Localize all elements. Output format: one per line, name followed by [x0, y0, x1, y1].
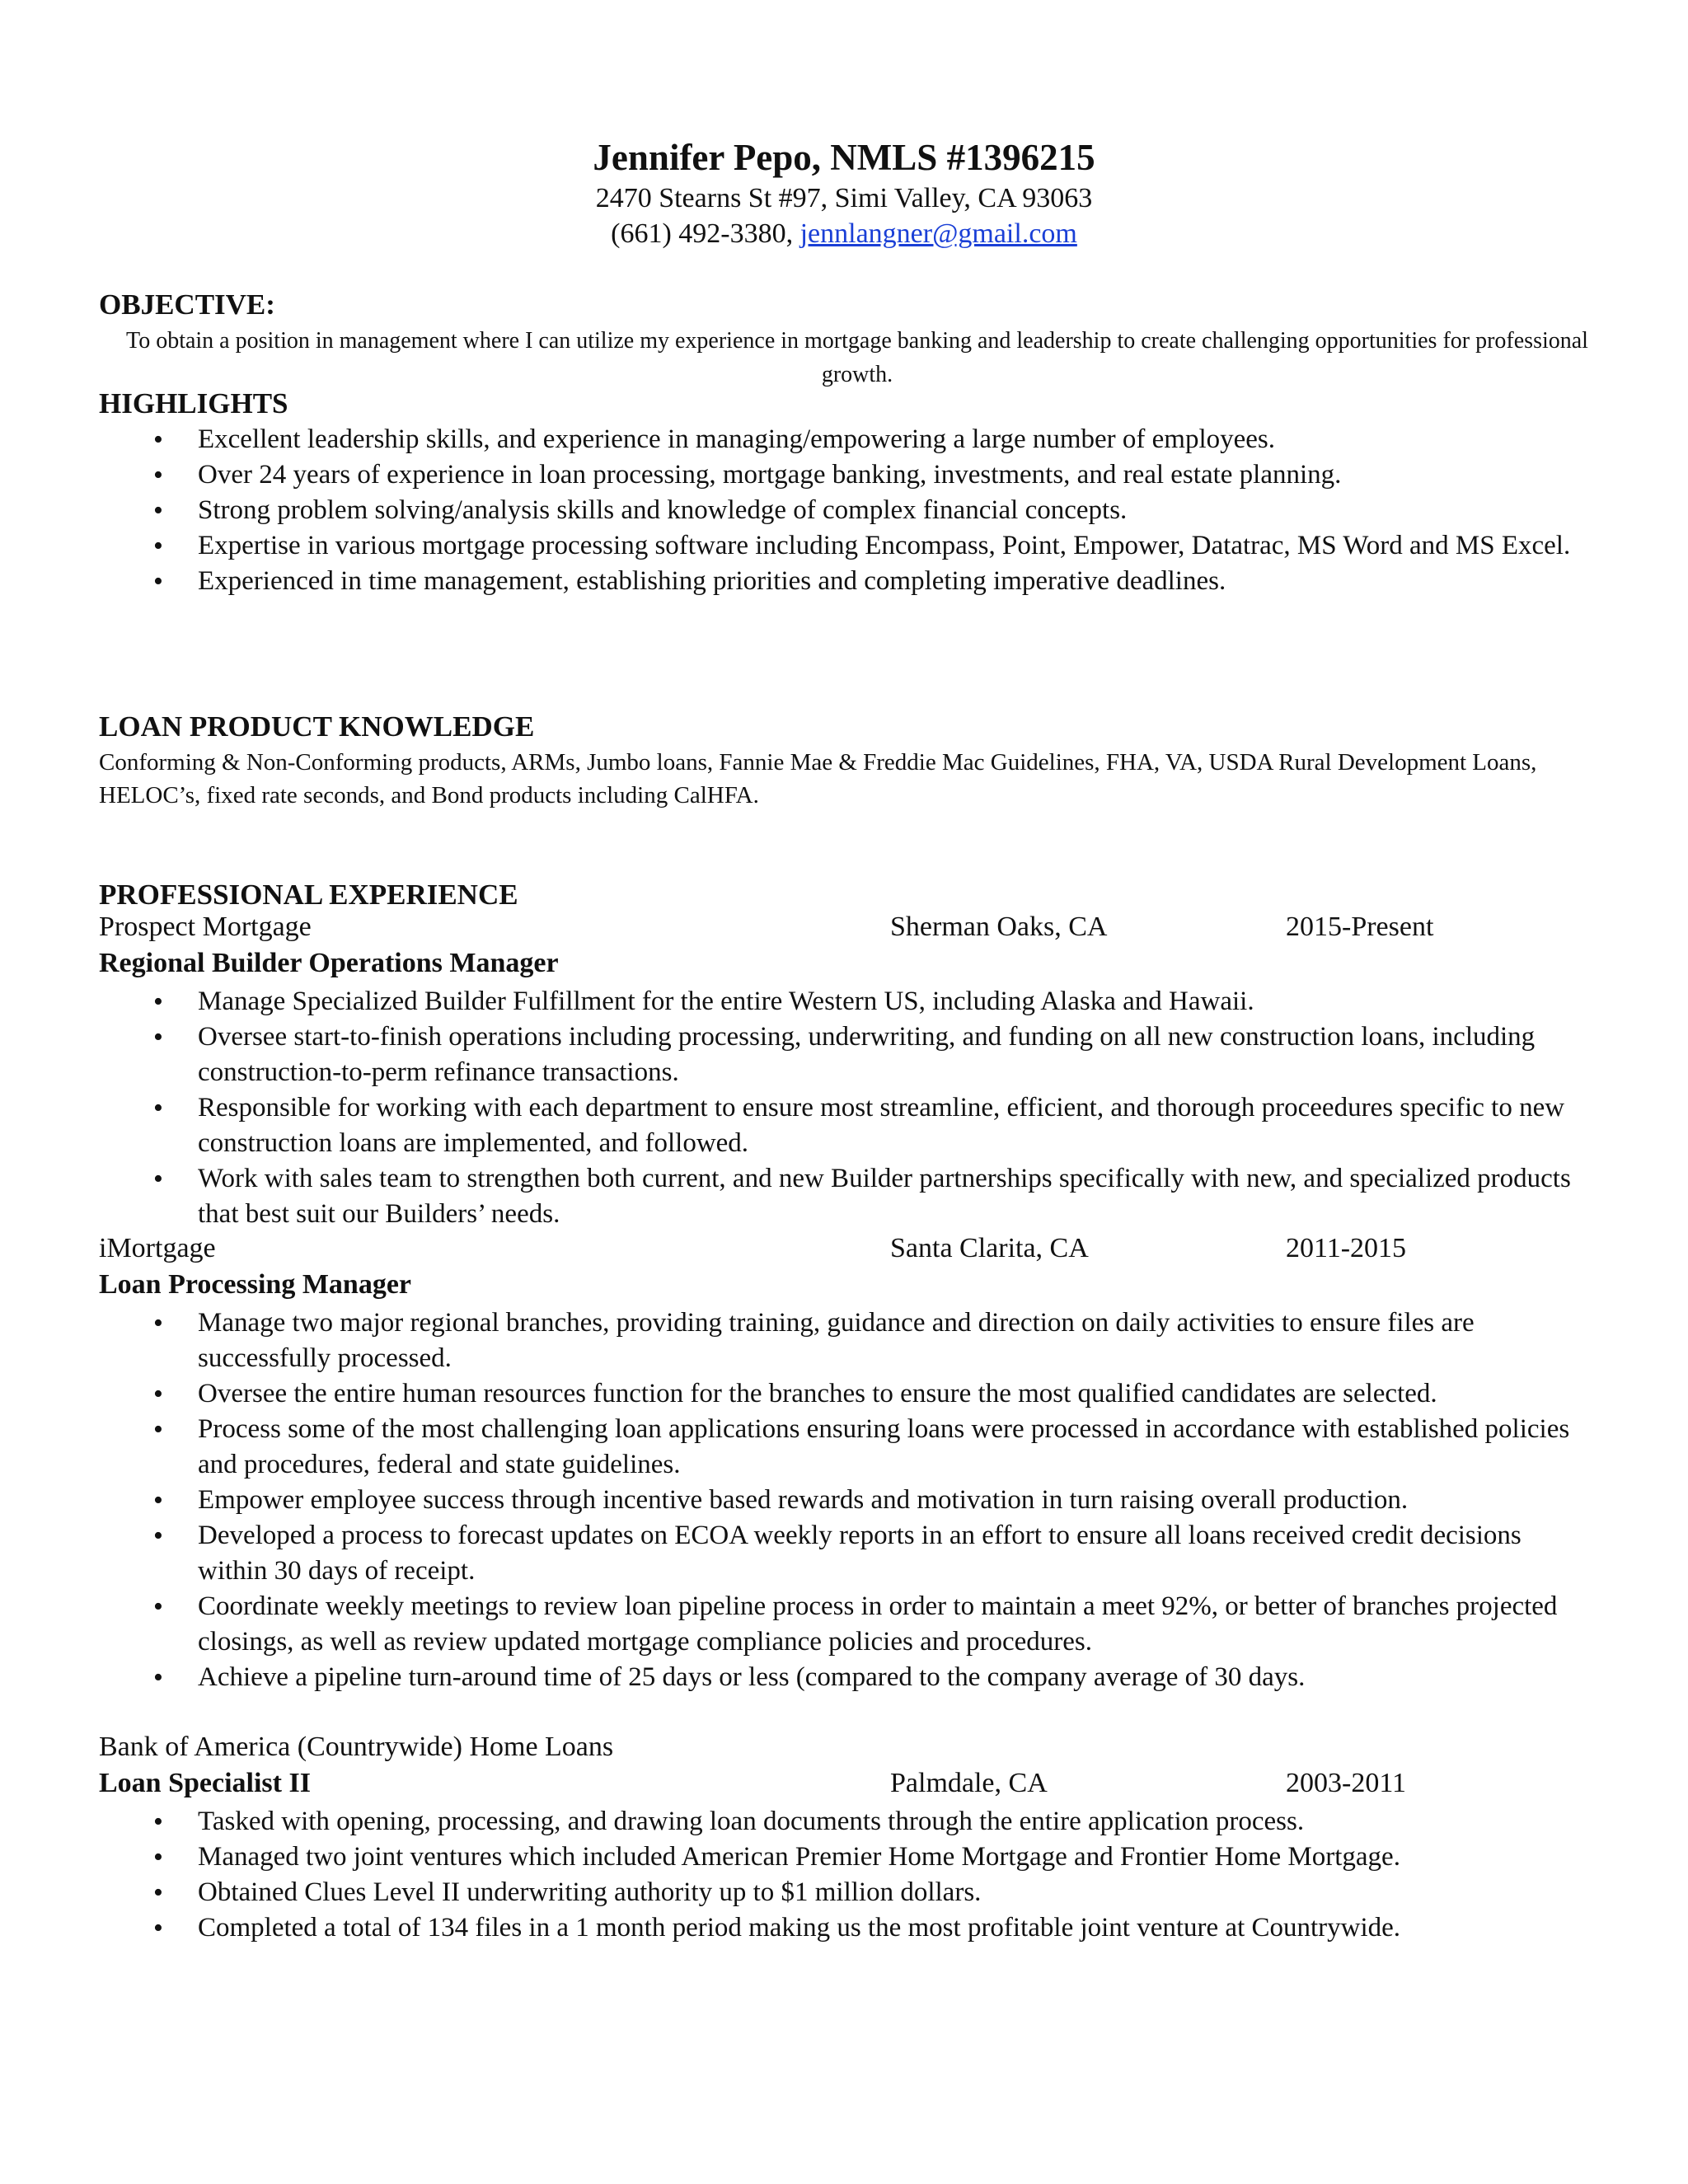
objective-heading: OBJECTIVE:	[99, 288, 275, 321]
candidate-address: 2470 Stearns St #97, Simi Valley, CA 93063	[595, 183, 1093, 213]
loan-product-heading: LOAN PRODUCT KNOWLEDGE	[99, 710, 535, 743]
list-item: • Tasked with opening, processing, and drawing loan documents through the entire application process.	[99, 1804, 1591, 1840]
list-item: • Over 24 years of experience in loan processing, mortgage banking, investments, and real estate planning.	[99, 457, 1591, 493]
email-link[interactable]: jennlangner@gmail.com	[799, 218, 1077, 249]
highlights-list	[99, 422, 1591, 599]
job-location: Santa Clarita, CA	[890, 1233, 1089, 1263]
list-item: • Process some of the most challenging loan applications ensuring loans were processed in accordance with established policies and procedures, federal and state guidelines.	[99, 1412, 1591, 1483]
company-name: Prospect Mortgage	[99, 912, 312, 942]
phone-number: (661) 492-3380,	[611, 218, 794, 249]
list-item: • Expertise in various mortgage processing software including Encompass, Point, Empower, Datatrac, MS Word and MS Excel.	[99, 528, 1591, 564]
objective-text: To obtain a position in management where I can utilize my experience in mortgage banking and leadership to create challenging opportunities for professional growth.	[126, 328, 1588, 387]
job-bullets	[99, 984, 1591, 1232]
list-item: • Empower employee success through incentive based rewards and motivation in turn raising overall production.	[99, 1483, 1591, 1518]
list-item: • Coordinate weekly meetings to review loan pipeline process in order to maintain a meet 92%, or better of branches projected closings, as well as review updated mortgage compliance policies and procedures.	[99, 1589, 1591, 1660]
list-item: • Excellent leadership skills, and experience in managing/empowering a large number of employees.	[99, 422, 1591, 457]
job-dates: 2003-2011	[1286, 1768, 1407, 1798]
list-item: • Responsible for working with each department to ensure most streamline, efficient, and thorough proceedures specific to new construction loans are implemented, and followed.	[99, 1090, 1591, 1161]
candidate-name: Jennifer Pepo, NMLS #1396215	[593, 137, 1095, 178]
highlights-heading: HIGHLIGHTS	[99, 387, 288, 419]
job-location: Sherman Oaks, CA	[890, 912, 1108, 942]
job-title: Regional Builder Operations Manager	[99, 948, 559, 978]
job-bullets	[99, 1804, 1591, 1946]
job-location: Palmdale, CA	[890, 1768, 1048, 1798]
contact-line	[0, 218, 1688, 250]
list-item: • Managed two joint ventures which included American Premier Home Mortgage and Frontier Home Mortgage.	[99, 1840, 1591, 1875]
job-dates: 2015-Present	[1286, 912, 1434, 942]
list-item: • Manage Specialized Builder Fulfillment for the entire Western US, including Alaska and Hawaii.	[99, 984, 1591, 1019]
job-title: Loan Processing Manager	[99, 1269, 412, 1300]
job-title: Loan Specialist II	[99, 1768, 311, 1798]
list-item: • Completed a total of 134 files in a 1 month period making us the most profitable joint venture at Countrywide.	[99, 1910, 1591, 1946]
list-item: • Oversee start-to-finish operations including processing, underwriting, and funding on all new construction loans, including construction-to-perm refinance transactions.	[99, 1019, 1591, 1090]
list-item: • Developed a process to forecast updates on ECOA weekly reports in an effort to ensure all loans received credit decisions within 30 days of receipt.	[99, 1518, 1591, 1589]
list-item: • Achieve a pipeline turn-around time of 25 days or less (compared to the company average of 30 days.	[99, 1660, 1591, 1695]
list-item: • Obtained Clues Level II underwriting authority up to $1 million dollars.	[99, 1875, 1591, 1910]
company-name: Bank of America (Countrywide) Home Loans	[99, 1732, 614, 1762]
job-bullets	[99, 1305, 1591, 1695]
list-item: • Experienced in time management, establishing priorities and completing imperative deadlines.	[99, 564, 1591, 599]
company-name: iMortgage	[99, 1233, 216, 1263]
loan-product-text: Conforming & Non-Conforming products, ARMs, Jumbo loans, Fannie Mae & Freddie Mac Guidelines, FHA, VA, USDA Rural Development Loans, HELOC’s, fixed rate seconds, and Bond products including CalHFA.	[99, 749, 1537, 808]
list-item: • Strong problem solving/analysis skills and knowledge of complex financial concepts.	[99, 493, 1591, 528]
list-item: • Manage two major regional branches, providing training, guidance and direction on daily activities to ensure files are successfully processed.	[99, 1305, 1591, 1376]
list-item: • Oversee the entire human resources function for the branches to ensure the most qualified candidates are selected.	[99, 1376, 1591, 1412]
job-dates: 2011-2015	[1286, 1233, 1407, 1263]
list-item: • Work with sales team to strengthen both current, and new Builder partnerships specifically with new, and specialized products that best suit our Builders’ needs.	[99, 1161, 1591, 1232]
experience-heading: PROFESSIONAL EXPERIENCE	[99, 879, 518, 911]
